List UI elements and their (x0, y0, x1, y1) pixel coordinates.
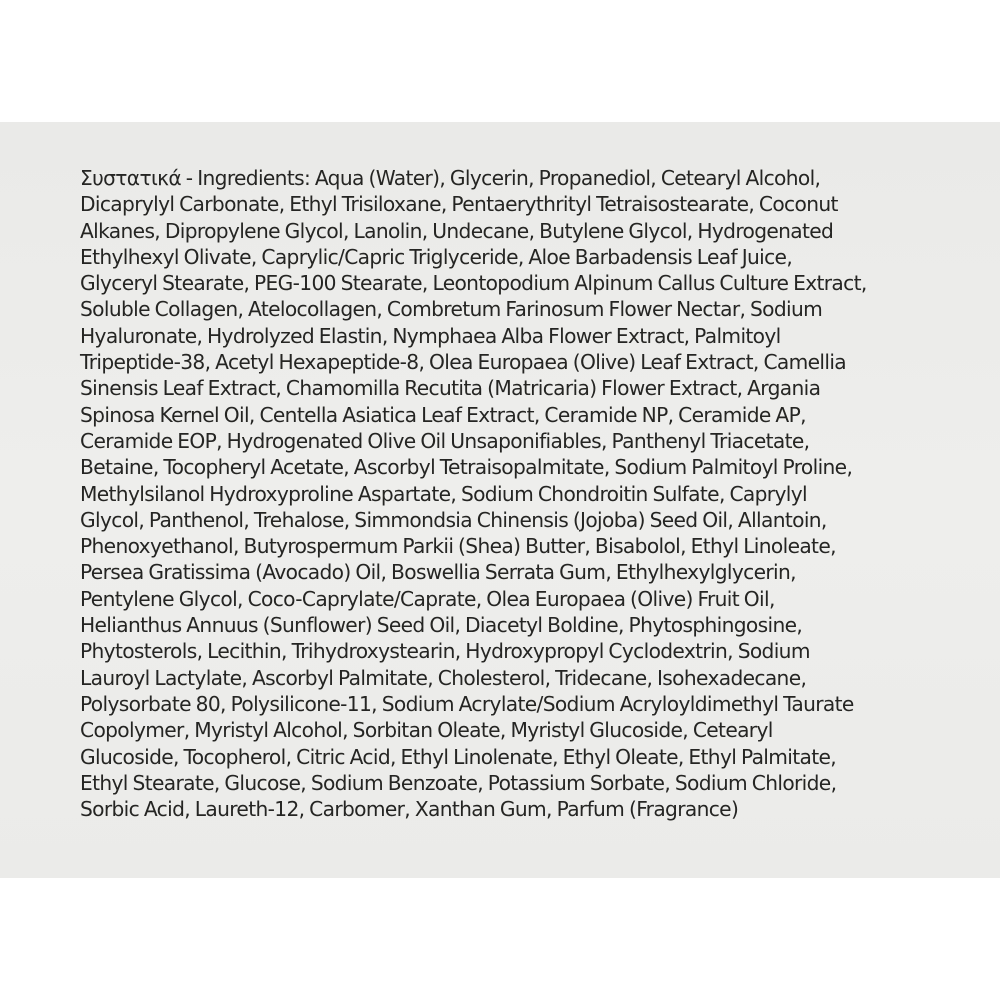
ingredients-line: Glycol, Panthenol, Trehalose, Simmondsia Chinensis (Jojoba) Seed Oil, Allantoin, (80, 507, 827, 532)
ingredients-line: Glucoside, Tocopherol, Citric Acid, Ethyl Linolenate, Ethyl Oleate, Ethyl Palmitate, (80, 744, 837, 769)
ingredients-line: Soluble Collagen, Atelocollagen, Combretum Farinosum Flower Nectar, Sodium (80, 297, 823, 322)
ingredients-line: Sorbic Acid, Laureth-12, Carbomer, Xanthan Gum, Parfum (Fragrance) (80, 797, 739, 822)
ingredients-line: Glyceryl Stearate, PEG-100 Stearate, Leontopodium Alpinum Callus Culture Extract, (80, 271, 867, 296)
ingredients-line: Phytosterols, Lecithin, Trihydroxystearin, Hydroxypropyl Cyclodextrin, Sodium (80, 639, 810, 664)
ingredients-line: Ceramide EOP, Hydrogenated Olive Oil Unsaponifiables, Panthenyl Triacetate, (80, 428, 810, 453)
ingredients-line: Pentylene Glycol, Coco-Caprylate/Caprate, Olea Europaea (Olive) Fruit Oil, (80, 586, 775, 611)
ingredients-line: Hyaluronate, Hydrolyzed Elastin, Nymphaea Alba Flower Extract, Palmitoyl (80, 323, 781, 348)
ingredients-line: Sinensis Leaf Extract, Chamomilla Recutita (Matricaria) Flower Extract, Argania (80, 376, 821, 401)
ingredients-line: Persea Gratissima (Avocado) Oil, Boswellia Serrata Gum, Ethylhexylglycerin, (80, 560, 796, 585)
ingredients-line: Methylsilanol Hydroxyproline Aspartate, Sodium Chondroitin Sulfate, Caprylyl (80, 481, 807, 506)
ingredients-line: Dicaprylyl Carbonate, Ethyl Trisiloxane, Pentaerythrityl Tetraisostearate, Coconut (80, 192, 838, 217)
ingredients-line: Helianthus Annuus (Sunflower) Seed Oil, Diacetyl Boldine, Phytosphingosine, (80, 613, 803, 638)
ingredients-line: Alkanes, Dipropylene Glycol, Lanolin, Undecane, Butylene Glycol, Hydrogenated (80, 218, 834, 243)
ingredients-line: Spinosa Kernel Oil, Centella Asiatica Leaf Extract, Ceramide NP, Ceramide AP, (80, 402, 806, 427)
ingredients-line: Copolymer, Myristyl Alcohol, Sorbitan Oleate, Myristyl Glucoside, Cetearyl (80, 718, 773, 743)
ingredients-line: Polysorbate 80, Polysilicone-11, Sodium Acrylate/Sodium Acryloyldimethyl Taurate (80, 691, 854, 716)
ingredients-line: Lauroyl Lactylate, Ascorbyl Palmitate, Cholesterol, Tridecane, Isohexadecane, (80, 665, 807, 690)
ingredients-line: Tripeptide-38, Acetyl Hexapeptide-8, Olea Europaea (Olive) Leaf Extract, Camellia (80, 350, 847, 375)
ingredients-line: Ethyl Stearate, Glucose, Sodium Benzoate, Potassium Sorbate, Sodium Chloride, (80, 770, 837, 795)
ingredients-line: Phenoxyethanol, Butyrospermum Parkii (Shea) Butter, Bisabolol, Ethyl Linoleate, (80, 534, 836, 559)
ingredients-line: Betaine, Tocopheryl Acetate, Ascorbyl Tetraisopalmitate, Sodium Palmitoyl Proline, (80, 455, 853, 480)
ingredients-line: Ethylhexyl Olivate, Caprylic/Capric Triglyceride, Aloe Barbadensis Leaf Juice, (80, 244, 793, 269)
ingredients-line: Συστατικά - Ingredients: Aqua (Water), Glycerin, Propanediol, Cetearyl Alcohol, (80, 166, 821, 190)
ingredients-text-block (80, 165, 980, 822)
